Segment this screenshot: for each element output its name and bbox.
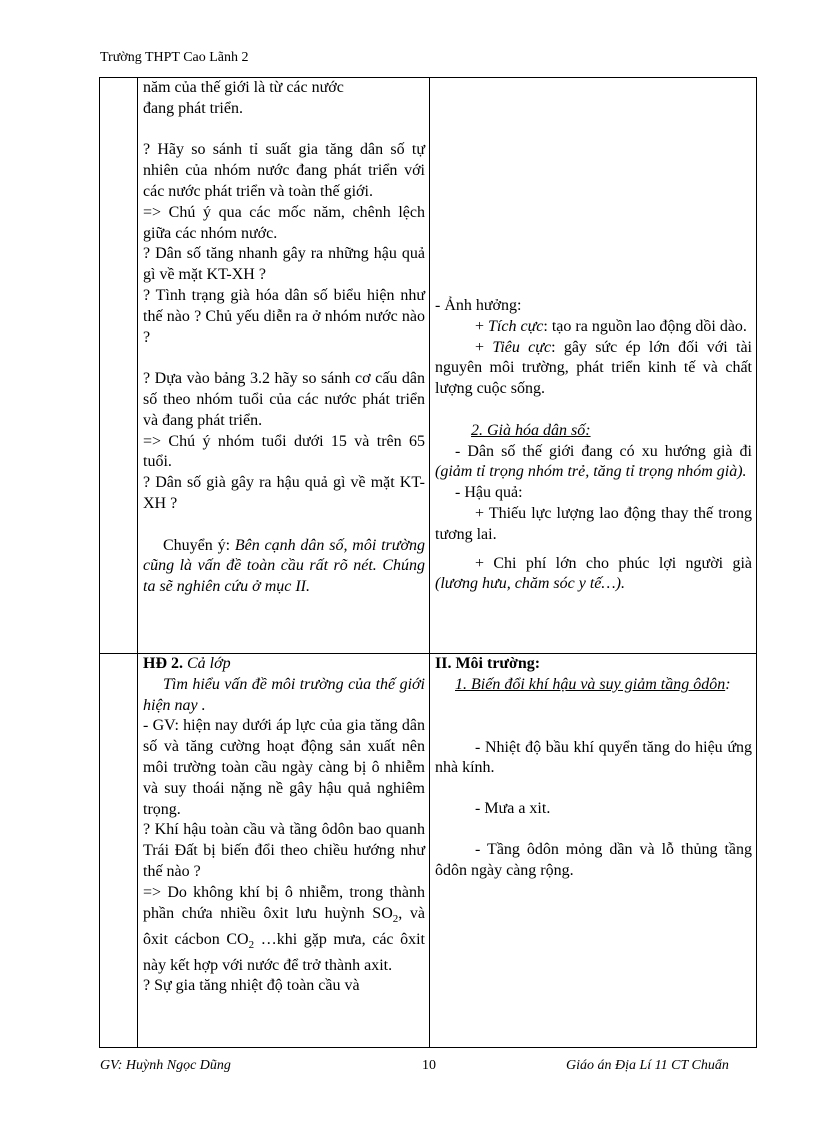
text-paragraph: - Mưa a xit. — [475, 800, 551, 818]
question: ? Khí hậu toàn cầu và tầng ôdôn bao quanh Trái Đất bị biến đổi theo chiều hướng như thế nào ? — [143, 821, 425, 880]
activity-cell — [138, 78, 430, 654]
content-cell — [430, 78, 757, 654]
text-line: - Hậu quả: — [455, 484, 523, 502]
section-heading: 2. Già hóa dân số: — [471, 421, 591, 439]
positive-effect: + Tích cực: tạo ra nguồn lao động dồi dào. — [475, 317, 747, 335]
teacher-note: - GV: hiện nay dưới áp lực của gia tăng dân số và tăng cường hoạt động sản xuất nên môi trường toàn cầu ngày càng bị ô nhiễm và suy thoái nặng nề gây hậu quả nghiêm trọng. — [143, 717, 425, 818]
empty-cell — [100, 654, 138, 1048]
transition-paragraph: Chuyển ý: Bên cạnh dân số, môi trường cũng là vấn đề toàn cầu rất rõ nét. Chúng ta sẽ nghiên cứu ở mục II. — [143, 536, 426, 596]
subsection-heading: 1. Biến đổi khí hậu và suy giảm tầng ôdôn: — [455, 675, 731, 693]
page-header: Trường THPT Cao Lãnh 2 — [100, 50, 249, 65]
content-cell — [430, 654, 757, 1048]
activity-cell — [138, 654, 430, 1048]
note: => Chú ý qua các mốc năm, chênh lệch giữa các nhóm nước. — [143, 203, 425, 242]
consequence-item: + Chi phí lớn cho phúc lợi người già (lương hưu, chăm sóc y tế…). — [435, 554, 752, 593]
page-number: 10 — [422, 1058, 436, 1073]
negative-effect: + Tiêu cực: gây sức ép lớn đối với tài nguyên môi trường, phát triển kinh tế và chất lượng cuộc sống. — [435, 338, 752, 398]
lesson-table — [99, 77, 757, 1048]
text-line: - Ảnh hưởng: — [435, 297, 522, 314]
empty-cell — [100, 78, 138, 654]
text-paragraph: - Tầng ôdôn mỏng dần và lỗ thủng tầng ôdôn ngày càng rộng. — [435, 840, 752, 879]
table-row — [100, 654, 757, 1048]
consequence-item: + Thiếu lực lượng lao động thay thế trong tương lai. — [435, 504, 752, 543]
text-line: năm của thế giới là từ các nước — [143, 79, 344, 96]
activity-heading: HĐ 2. Cả lớp — [143, 655, 231, 672]
table-row — [100, 78, 757, 654]
text-paragraph: - Nhiệt độ bầu khí quyển tăng do hiệu ứng nhà kính. — [435, 738, 752, 777]
note: => Chú ý nhóm tuổi dưới 15 và trên 65 tuổi. — [143, 432, 425, 471]
note: => Do không khí bị ô nhiễm, trong thành phần chứa nhiều ôxit lưu huỳnh $SO_2$, và ôxit cácbon $CO_2$ …khi gặp mưa, các ôxit này kết hợp với nước để trở thành axit. — [143, 883, 426, 974]
question: ? Sự gia tăng nhiệt độ toàn cầu và — [143, 977, 360, 995]
activity-intro: Tìm hiểu vấn đề môi trường của thế giới hiện nay . — [143, 675, 425, 714]
question: ? Dân số già gây ra hậu quả gì về mặt KT-XH ? — [143, 474, 425, 512]
text-paragraph: - Dân số thế giới đang có xu hướng già đi (giảm tỉ trọng nhóm trẻ, tăng tỉ trọng nhóm già). — [435, 442, 752, 481]
footer-title: Giáo án Địa Lí 11 CT Chuẩn — [566, 1058, 729, 1073]
question: ? Tình trạng già hóa dân số biểu hiện như thế nào ? Chủ yếu diễn ra ở nhóm nước nào ? — [143, 286, 425, 346]
section-heading: II. Môi trường: — [435, 655, 541, 672]
question: ? Dân số tăng nhanh gây ra những hậu quả gì về mặt KT-XH ? — [143, 245, 425, 284]
question: ? Hãy so sánh tỉ suất gia tăng dân số tự nhiên của nhóm nước đang phát triển với các nước phát triển và toàn thế giới. — [143, 141, 425, 200]
footer-teacher: GV: Huỳnh Ngọc Dũng — [100, 1058, 231, 1073]
question: ? Dựa vào bảng 3.2 hãy so sánh cơ cấu dân số theo nhóm tuổi của các nước phát triển và đang phát triển. — [143, 370, 425, 429]
text-line: đang phát triển. — [143, 99, 243, 117]
